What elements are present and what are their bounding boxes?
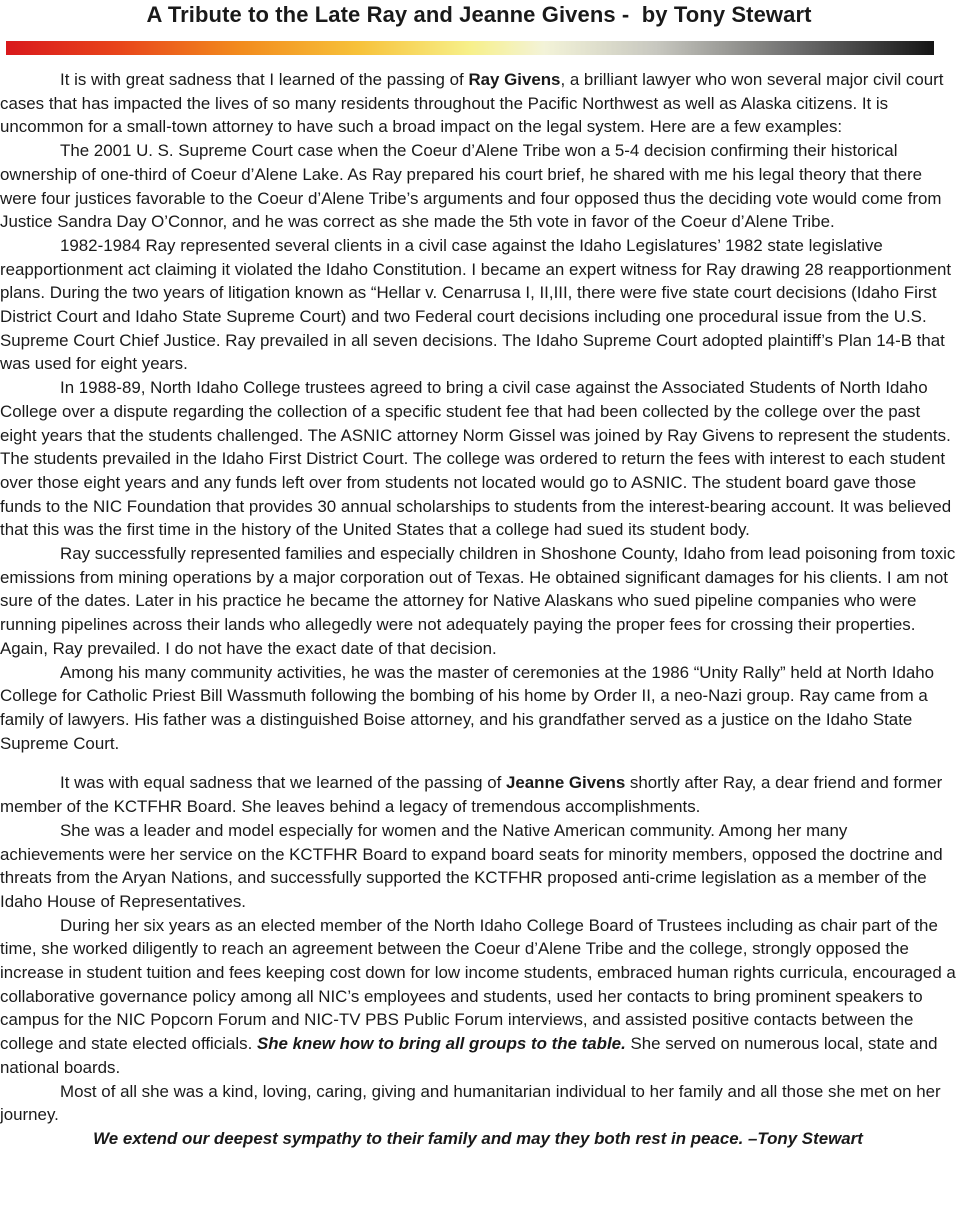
paragraph-intro-ray-before: It is with great sadness that I learned of the passing of: [60, 70, 469, 89]
paragraph-jeanne-character: Most of all she was a kind, loving, caring, giving and humanitarian individual to her family and all those she met on her journey.: [0, 1081, 941, 1125]
emphasis-quote: She knew how to bring all groups to the table.: [256, 1034, 626, 1054]
paragraph-intro-jeanne-after: shortly after Ray, a dear friend and former member of the KCTFHR Board. She leaves behind a legacy of tremendous accomplishments.: [0, 773, 943, 817]
paragraph-community-activities: Among his many community activities, he was the master of ceremonies at the 1986 “Unity Rally” held at North Idaho College for Catholic Priest Bill Wassmuth following the bombing of his home by Order II, a neo-Nazi group. Ray came from a family of lawyers. His father was a distinguished Boise attorney, and his grandfather served as a justice on the Idaho State Supreme Court.: [0, 662, 935, 753]
paragraph-jeanne-nic-board-before: During her six years as an elected member of the North Idaho College Board of Trustees including as chair part of the time, she worked diligently to reach an agreement between the Coeur d’Alene Tribe and the college, strongly opposed the increase in student tuition and fees keeping cost down for low income students, embraced human rights curricula, encouraged a collaborative governance policy among all NIC’s employees and students, used her contacts to bring prominent speakers to campus for the NIC Popcorn Forum and NIC-TV PBS Public Forum interviews, and assisted positive contacts between the college and state elected officials.: [0, 915, 956, 1054]
paragraph-jeanne-nic-board: [0, 914, 956, 1080]
paragraph-intro-ray-after: , a brilliant lawyer who won several major civil court cases that has impacted the lives of so many residents throughout the Pacific Northwest as well as Alaska citizens. It is uncommon for a small-town attorney to have such a broad impact on the legal system. Here are a few examples:: [0, 70, 944, 137]
paragraph-nic-student-case: In 1988-89, North Idaho College trustees agreed to bring a civil case against the Associated Students of North Idaho College over a dispute regarding the collection of a specific student fee that had been collected by the college over the past eight years that the students challenged. The ASNIC attorney Norm Gissel was joined by Ray Givens to represent the students. The students prevailed in the Idaho First District Court. The college was ordered to return the fees with interest to each student over those eight years and any funds left over from students not located would go to ASNIC. The student board gave those funds to the NIC Foundation that provides 30 annual scholarships to students from the interest-bearing account. It was believed that this was the first time in the history of the United States that a college had sued its student body.: [0, 378, 952, 540]
paragraph-shoshone-case: Ray successfully represented families and especially children in Shoshone County, Idaho from lead poisoning from toxic emissions from mining operations by a major corporation out of Texas. He obtained significant damages for his clients. I am not sure of the dates. Later in his practice he became the attorney for Native Alaskans who sued pipeline companies who were running pipelines across their lands who allegedly were not adequately paying the proper fees for crossing their properties. Again, Ray prevailed. I do not have the exact date of that decision.: [0, 544, 956, 658]
closing-statement: We extend our deepest sympathy to their family and may they both rest in peace. –Tony Stewart: [93, 1128, 863, 1148]
article-body: [0, 68, 956, 1151]
paragraph-intro-ray: [0, 68, 956, 139]
gradient-divider: [6, 41, 934, 55]
paragraph-jeanne-nic-board-after: She served on numerous local, state and national boards.: [0, 1034, 938, 1077]
paragraph-intro-jeanne-before: It was with equal sadness that we learned of the passing of: [60, 773, 506, 793]
paragraph-supreme-court-case: The 2001 U. S. Supreme Court case when the Coeur d’Alene Tribe won a 5-4 decision confirming their historical ownership of one-third of Coeur d’Alene Lake. As Ray prepared his court brief, he shared with me his legal theory that there were four justices favorable to the Coeur d’Alene Tribe’s arguments and four opposed thus the deciding vote would come from Justice Sandra Day O’Connor, and he was correct as she made the 5th vote in favor of the Coeur d’Alene Tribe.: [0, 141, 942, 232]
section-spacer: [0, 755, 956, 771]
jeanne-givens-name: Jeanne Givens: [506, 773, 626, 793]
paragraph-reapportionment-case: 1982-1984 Ray represented several clients in a civil case against the Idaho Legislatures’ 1982 state legislative reapportionment act claiming it violated the Idaho Constitution. I became an expert witness for Ray drawing 28 reapportionment plans. During the two years of litigation known as “Hellar v. Cenarrusa I, II,III, there were five state court decisions (Idaho First District Court and Idaho State Supreme Court) and two Federal court decisions including one procedural issue from the U.S. Supreme Court Chief Justice. Ray prevailed in all seven decisions. The Idaho Supreme Court adopted plaintiff’s Plan 14-B that was used for eight years.: [0, 235, 952, 374]
paragraph-jeanne-leadership: She was a leader and model especially for women and the Native American community. Among her many achievements were her service on the KCTFHR Board to expand board seats for minority members, opposed the doctrine and threats from the Aryan Nations, and successfully supported the KCTFHR proposed anti-crime legislation as a member of the Idaho House of Representatives.: [0, 820, 943, 911]
ray-givens-name: Ray Givens: [468, 70, 561, 89]
paragraph-intro-jeanne: [0, 771, 956, 818]
article-title: A Tribute to the Late Ray and Jeanne Givens - by Tony Stewart: [146, 2, 812, 27]
